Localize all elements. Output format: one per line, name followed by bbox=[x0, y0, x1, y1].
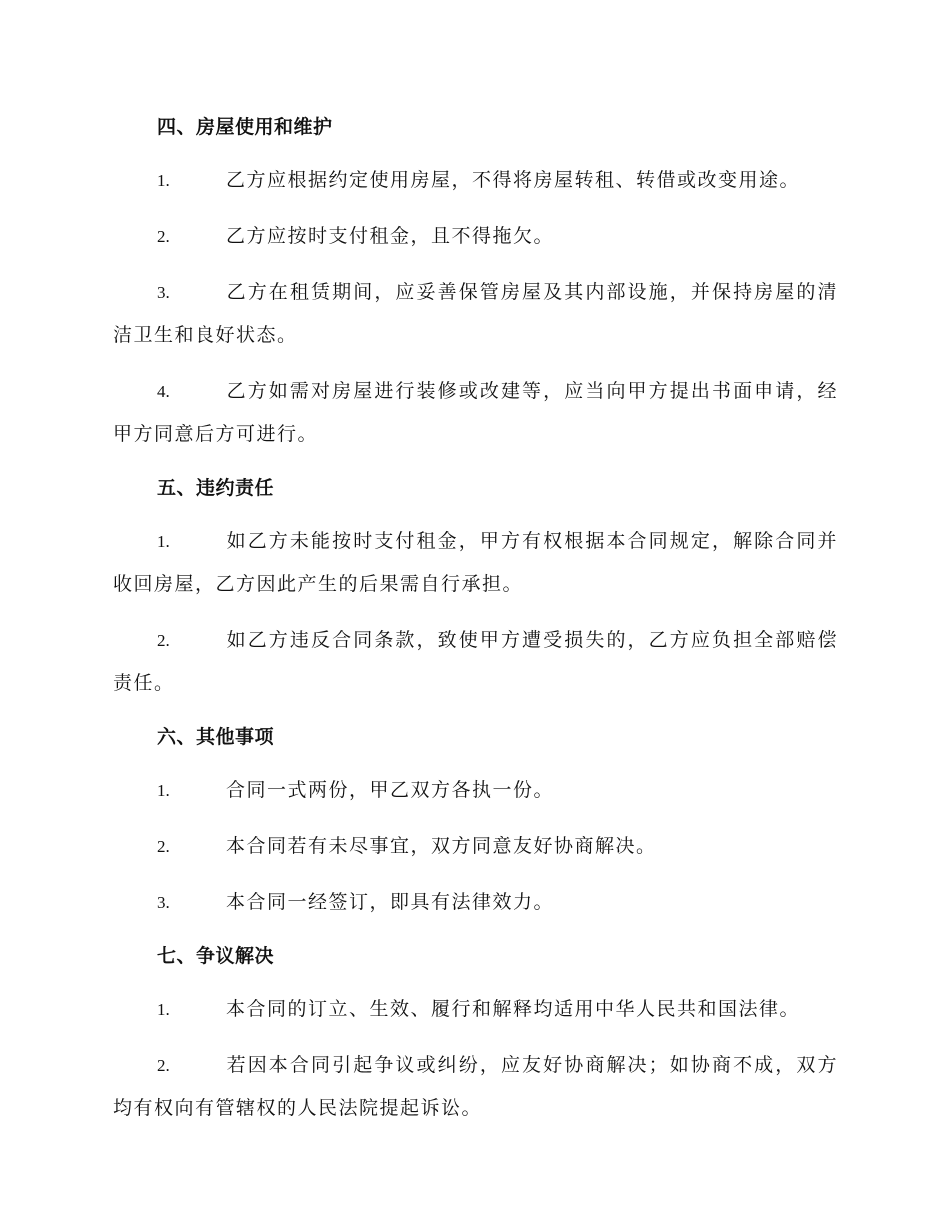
clause-item bbox=[113, 271, 838, 357]
clause-text: 乙方应根据约定使用房屋，不得将房屋转租、转借或改变用途。 bbox=[226, 169, 801, 191]
clause-number: 1. bbox=[157, 171, 170, 190]
clause-item bbox=[113, 988, 838, 1031]
clause-number: 2. bbox=[157, 1056, 170, 1075]
clause-text: 本合同的订立、生效、履行和解释均适用中华人民共和国法律。 bbox=[226, 998, 801, 1020]
section-breach-liability bbox=[113, 469, 838, 705]
clause-text: 合同一式两份，甲乙双方各执一份。 bbox=[226, 779, 555, 801]
clause-text: 本合同一经签订，即具有法律效力。 bbox=[226, 891, 555, 913]
clause-text: 若因本合同引起争议或纠纷，应友好协商解决；如协商不成，双方均有权向有管辖权的人民法院提起诉讼。 bbox=[113, 1054, 838, 1119]
clause-number: 3. bbox=[157, 283, 170, 302]
clause-item bbox=[113, 1044, 838, 1130]
clause-number: 1. bbox=[157, 532, 170, 551]
clause-item bbox=[113, 159, 838, 202]
section-other-matters bbox=[113, 718, 838, 924]
clause-item bbox=[113, 825, 838, 868]
section-heading: 五、违约责任 bbox=[157, 477, 275, 499]
section-heading: 六、其他事项 bbox=[157, 726, 275, 748]
clause-item bbox=[113, 370, 838, 456]
clause-text: 本合同若有未尽事宜，双方同意友好协商解决。 bbox=[226, 835, 657, 857]
section-usage-maintenance bbox=[113, 108, 838, 456]
clause-number: 2. bbox=[157, 837, 170, 856]
clause-number: 3. bbox=[157, 893, 170, 912]
clause-number: 1. bbox=[157, 781, 170, 800]
section-heading: 七、争议解决 bbox=[157, 945, 275, 967]
clause-number: 4. bbox=[157, 382, 170, 401]
clause-text: 乙方如需对房屋进行装修或改建等，应当向甲方提出书面申请，经甲方同意后方可进行。 bbox=[113, 380, 838, 445]
section-heading: 四、房屋使用和维护 bbox=[157, 116, 333, 138]
clause-item bbox=[113, 520, 838, 606]
clause-item bbox=[113, 769, 838, 812]
document-body bbox=[113, 108, 838, 1130]
clause-number: 2. bbox=[157, 227, 170, 246]
clause-item bbox=[113, 215, 838, 258]
clause-item bbox=[113, 881, 838, 924]
clause-item bbox=[113, 619, 838, 705]
section-dispute-resolution bbox=[113, 937, 838, 1130]
clause-text: 乙方在租赁期间，应妥善保管房屋及其内部设施，并保持房屋的清洁卫生和良好状态。 bbox=[113, 281, 838, 346]
clause-number: 1. bbox=[157, 1000, 170, 1019]
clause-number: 2. bbox=[157, 631, 170, 650]
clause-text: 乙方应按时支付租金，且不得拖欠。 bbox=[226, 225, 555, 247]
clause-text: 如乙方未能按时支付租金，甲方有权根据本合同规定，解除合同并收回房屋，乙方因此产生的后果需自行承担。 bbox=[113, 530, 838, 595]
clause-text: 如乙方违反合同条款，致使甲方遭受损失的，乙方应负担全部赔偿责任。 bbox=[113, 629, 838, 694]
